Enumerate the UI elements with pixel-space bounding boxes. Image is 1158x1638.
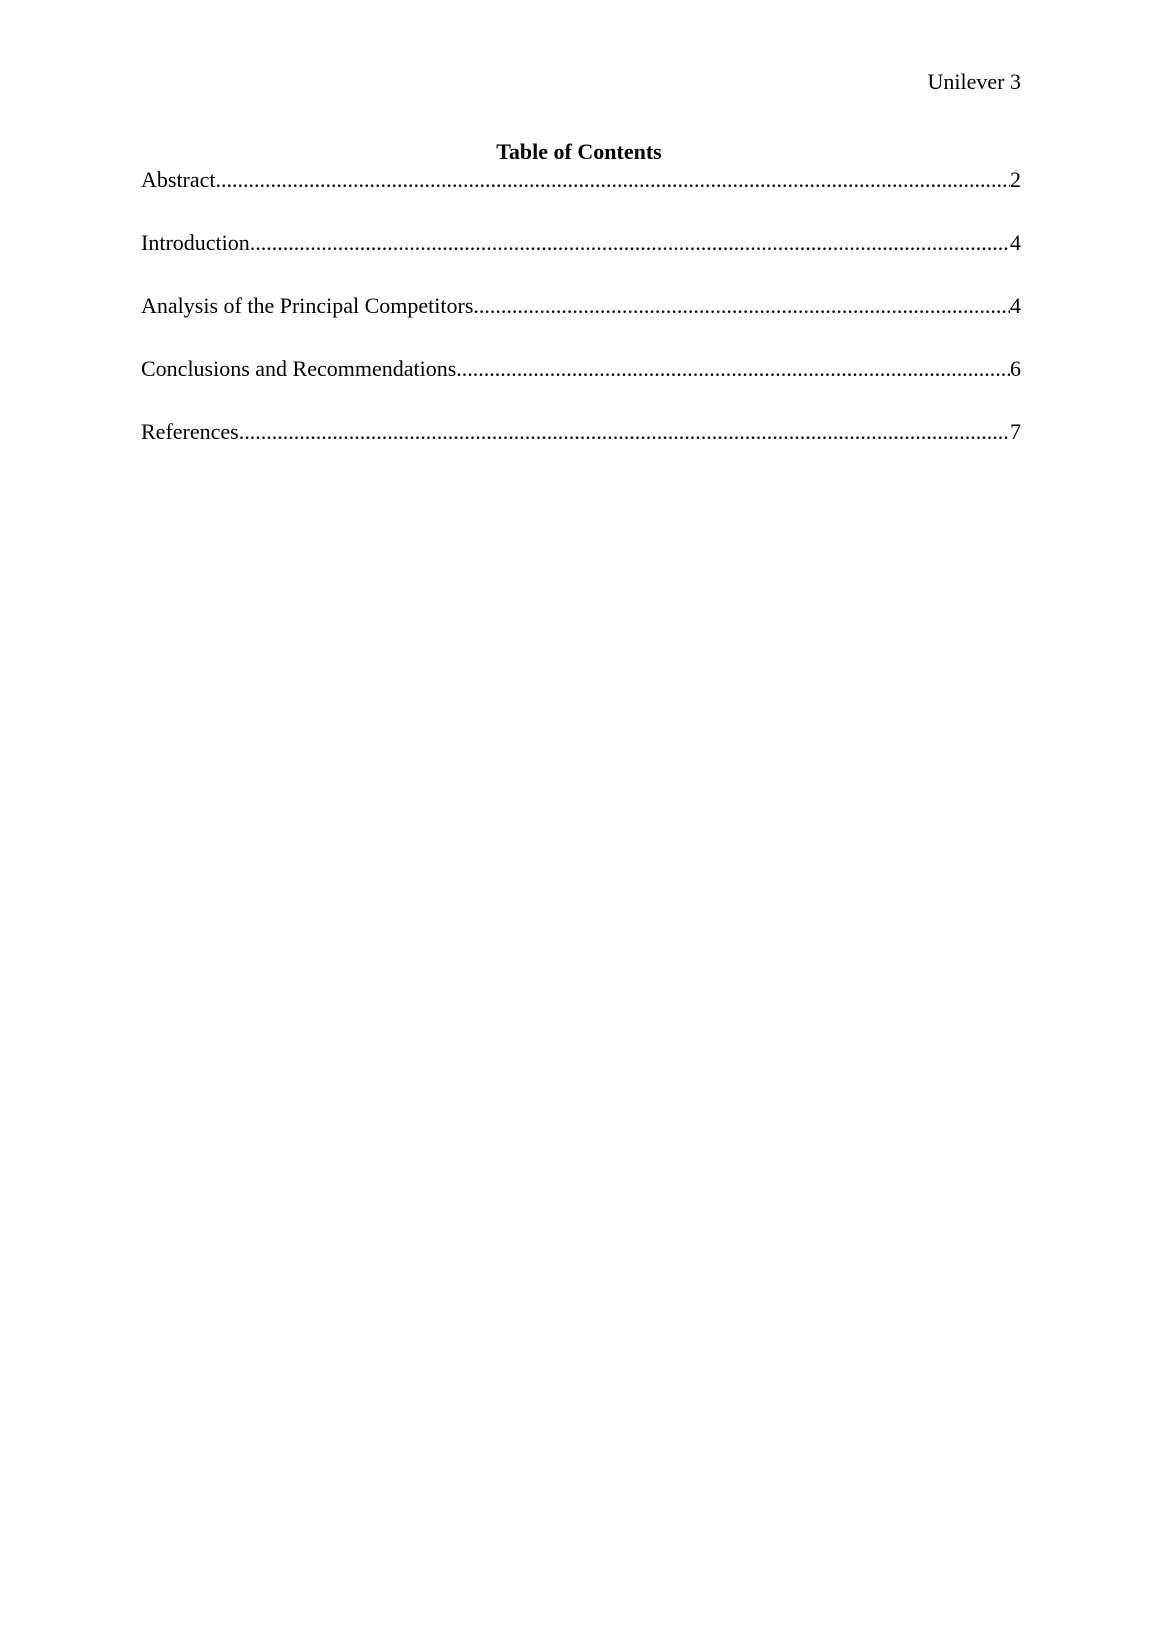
toc-entry-introduction[interactable] [141, 229, 1021, 257]
toc-entry-analysis[interactable] [141, 292, 1021, 320]
toc-dot-leader [456, 355, 1010, 383]
toc-entry-abstract[interactable] [141, 166, 1021, 194]
toc-dot-leader [250, 229, 1010, 257]
toc-title: Table of Contents [496, 139, 662, 164]
table-of-contents [141, 166, 1021, 446]
toc-entry-references[interactable] [141, 418, 1021, 446]
toc-entry-label: Analysis of the Principal Competitors [141, 293, 474, 318]
toc-entry-page: 7 [1010, 419, 1021, 444]
running-header: Unilever 3 [927, 69, 1021, 94]
toc-entry-page: 6 [1010, 356, 1021, 381]
toc-entry-label: Abstract [141, 167, 216, 192]
toc-entry-page: 4 [1010, 293, 1021, 318]
toc-entry-label: Introduction [141, 230, 250, 255]
toc-entry-page: 2 [1010, 167, 1021, 192]
toc-entry-label: Conclusions and Recommendations [141, 356, 457, 381]
toc-dot-leader [239, 418, 1010, 446]
toc-entry-label: References [141, 419, 239, 444]
toc-dot-leader [216, 166, 1010, 194]
toc-entry-page: 4 [1010, 230, 1021, 255]
toc-entry-conclusions[interactable] [141, 355, 1021, 383]
toc-dot-leader [473, 292, 1010, 320]
